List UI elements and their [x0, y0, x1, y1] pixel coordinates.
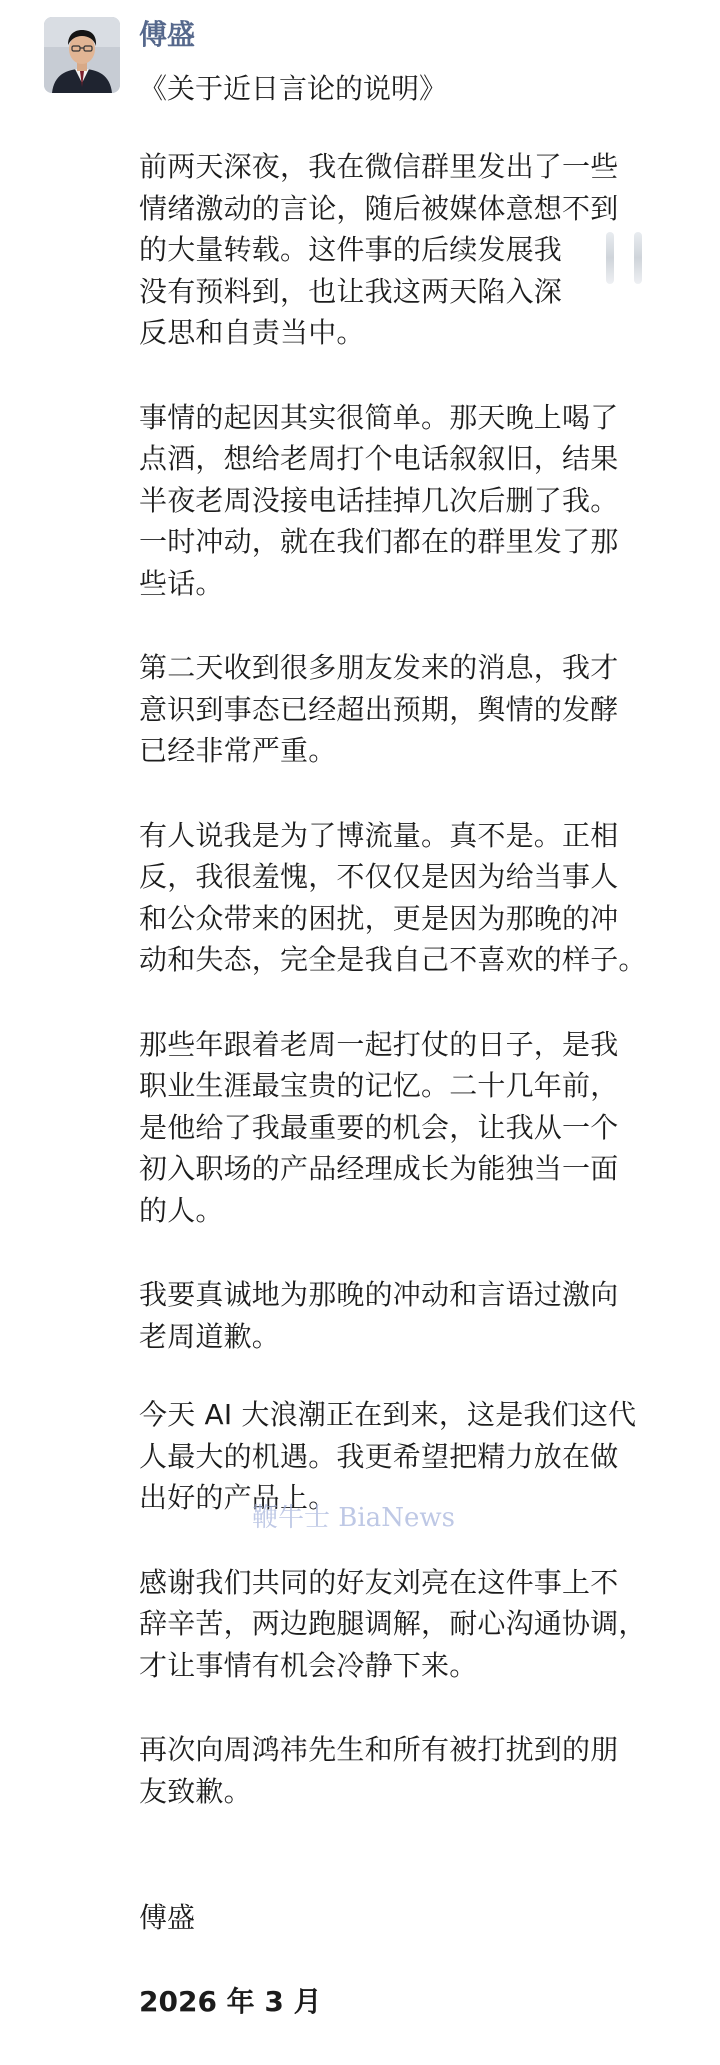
signature	[139, 1855, 699, 2065]
paragraph-1: 前两天深夜，我在微信群里发出了一些 情绪激动的言论，随后被媒体意想不到 的大量转载。这件事的后续发展我 没有预料到，也让我这两天陷入深 反思和自责当中。	[139, 150, 619, 349]
screen-glare-mark	[606, 232, 614, 284]
paragraph-6: 我要真诚地为那晚的冲动和言语过激向 老周道歉。	[139, 1278, 619, 1353]
avatar[interactable]	[44, 17, 120, 93]
paragraph-7: 今天 AI 大浪潮正在到来，这是我们这代 人最大的机遇。我更希望把精力放在做 出好的产品上。	[139, 1398, 637, 1514]
signature-name: 傅盛	[139, 1901, 196, 1934]
sender-name[interactable]: 傅盛	[139, 18, 196, 51]
person-portrait-icon	[44, 17, 120, 93]
paragraph-3: 第二天收到很多朋友发来的消息，我才 意识到事态已经超出预期，舆情的发酵 已经非常严重。	[139, 651, 619, 767]
screen-glare-mark	[634, 232, 642, 284]
paragraph-9: 再次向周鸿祎先生和所有被打扰到的朋 友致歉。	[139, 1733, 619, 1808]
paragraph-4: 有人说我是为了博流量。真不是。正相 反，我很羞愧，不仅仅是因为给当事人 和公众带来的困扰，更是因为那晚的冲 动和失态，完全是我自己不喜欢的样子。	[139, 818, 647, 976]
watermark: 鞭牛士 BiaNews	[252, 1503, 455, 1533]
message-title: 《关于近日言论的说明》	[139, 72, 448, 105]
paragraph-2: 事情的起因其实很简单。那天晚上喝了 点酒，想给老周打个电话叙叙旧，结果 半夜老周没接电话挂掉几次后删了我。 一时冲动，就在我们都在的群里发了那 些话。	[139, 400, 619, 600]
message-body	[139, 62, 699, 2065]
signature-date: 2026 年 3 月	[139, 1985, 322, 2018]
paragraph-8: 感谢我们共同的好友刘亮在这件事上不 辞辛苦，两边跑腿调解，耐心沟通协调， 才让事情有机会冷静下来。	[139, 1565, 647, 1682]
paragraph-5: 那些年跟着老周一起打仗的日子，是我 职业生涯最宝贵的记忆。二十几年前， 是他给了我最重要的机会，让我从一个 初入职场的产品经理成长为能独当一面 的人。	[139, 1027, 619, 1227]
